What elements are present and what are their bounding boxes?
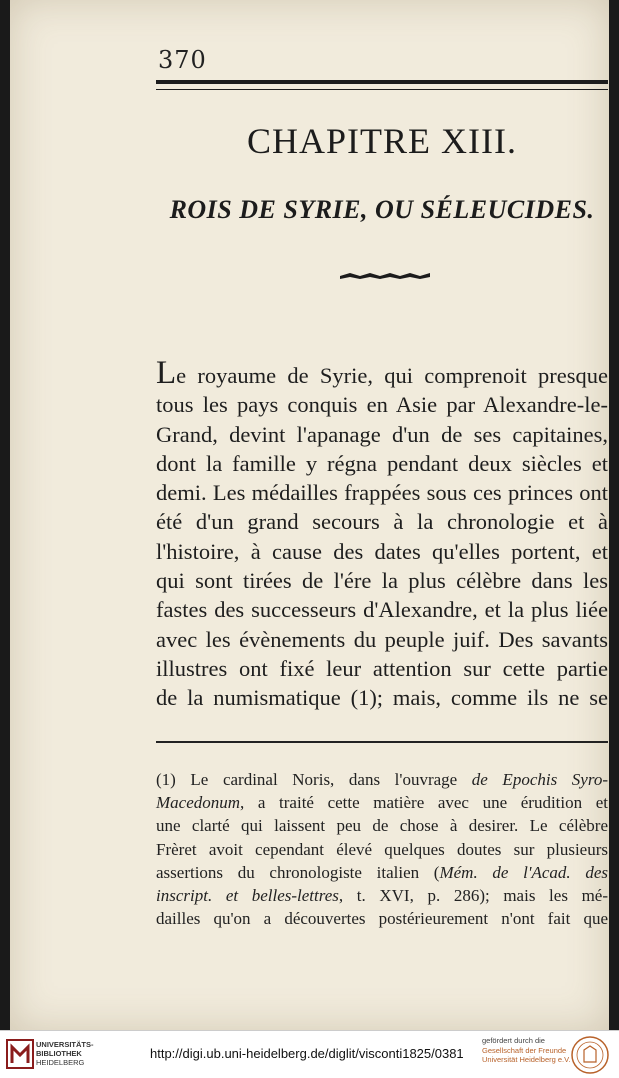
body-line: de la numismatique (1); mais, comme ils ne se <box>156 685 608 711</box>
funder-credit: gefördert durch die Gesellschaft der Freunde Universität Heidelberg e.V. <box>482 1036 571 1064</box>
body-line-1 <box>156 355 608 391</box>
permalink-url[interactable]: http://digi.ub.uni-heidelberg.de/diglit/visconti1825/0381 <box>150 1046 464 1061</box>
chapter-title: CHAPITRE XIII. <box>247 121 517 161</box>
page-number: 370 <box>158 46 207 74</box>
body-line: l'histoire, à cause des dates qu'elles portent, et <box>156 538 608 564</box>
body-line: avec les évènements du peuple juif. Des savants <box>156 626 608 652</box>
footnote-line: une clarté qui laissent peu de chose à desirer. Le célèbre <box>156 816 608 836</box>
body-line: illustres ont fixé leur attention sur cette partie <box>156 655 608 681</box>
body-line-1-text: e royaume de Syrie, qui comprenoit presque <box>176 363 608 388</box>
university-library-logo-icon <box>6 1039 34 1069</box>
body-line: tous les pays conquis en Asie par Alexandre-le- <box>156 392 608 418</box>
chapter-subtitle: ROIS DE SYRIE, OU SÉLEUCIDES. <box>169 195 595 224</box>
footnote-rule <box>156 741 608 743</box>
library-name: UNIVERSITÄTS- BIBLIOTHEK HEIDELBERG <box>36 1040 94 1067</box>
body-line: dont la famille y régna pendant deux siècles et <box>156 450 608 476</box>
body-line: été d'un grand secours à la chronologie et à <box>156 509 608 535</box>
drop-initial: L <box>156 355 177 391</box>
footnote-line: assertions du chronologiste italien (Mém. de l'Acad. des <box>156 862 608 882</box>
header-rule <box>156 80 608 90</box>
body-line: qui sont tirées de l'ére la plus célèbre dans les <box>156 568 608 594</box>
footnote-line: Frèret avoit cependant élevé quelques doutes sur plusieurs <box>156 839 608 859</box>
body-line: Grand, devint l'apanage d'un de ses capitaines, <box>156 421 608 447</box>
university-seal-icon <box>570 1035 610 1075</box>
footnote-line: dailles qu'on a découvertes postérieurement n'ont fait que <box>156 909 608 929</box>
footnote-line: (1) Le cardinal Noris, dans l'ouvrage de Epochis Syro- <box>156 770 608 789</box>
scanned-page <box>10 0 609 1030</box>
viewer-footer <box>0 1030 619 1078</box>
body-line: demi. Les médailles frappées sous ces princes ont <box>156 480 608 506</box>
ornament-divider <box>340 272 430 280</box>
body-line: fastes des successeurs d'Alexandre, et la plus liée <box>156 597 608 623</box>
body-paragraph <box>156 355 608 713</box>
footnote <box>156 768 608 930</box>
footnote-line: Macedonum, a traité cette matière avec une érudition et <box>156 793 608 813</box>
footnote-line: inscript. et belles-lettres, t. XVI, p. 286); mais les mé- <box>156 886 608 906</box>
